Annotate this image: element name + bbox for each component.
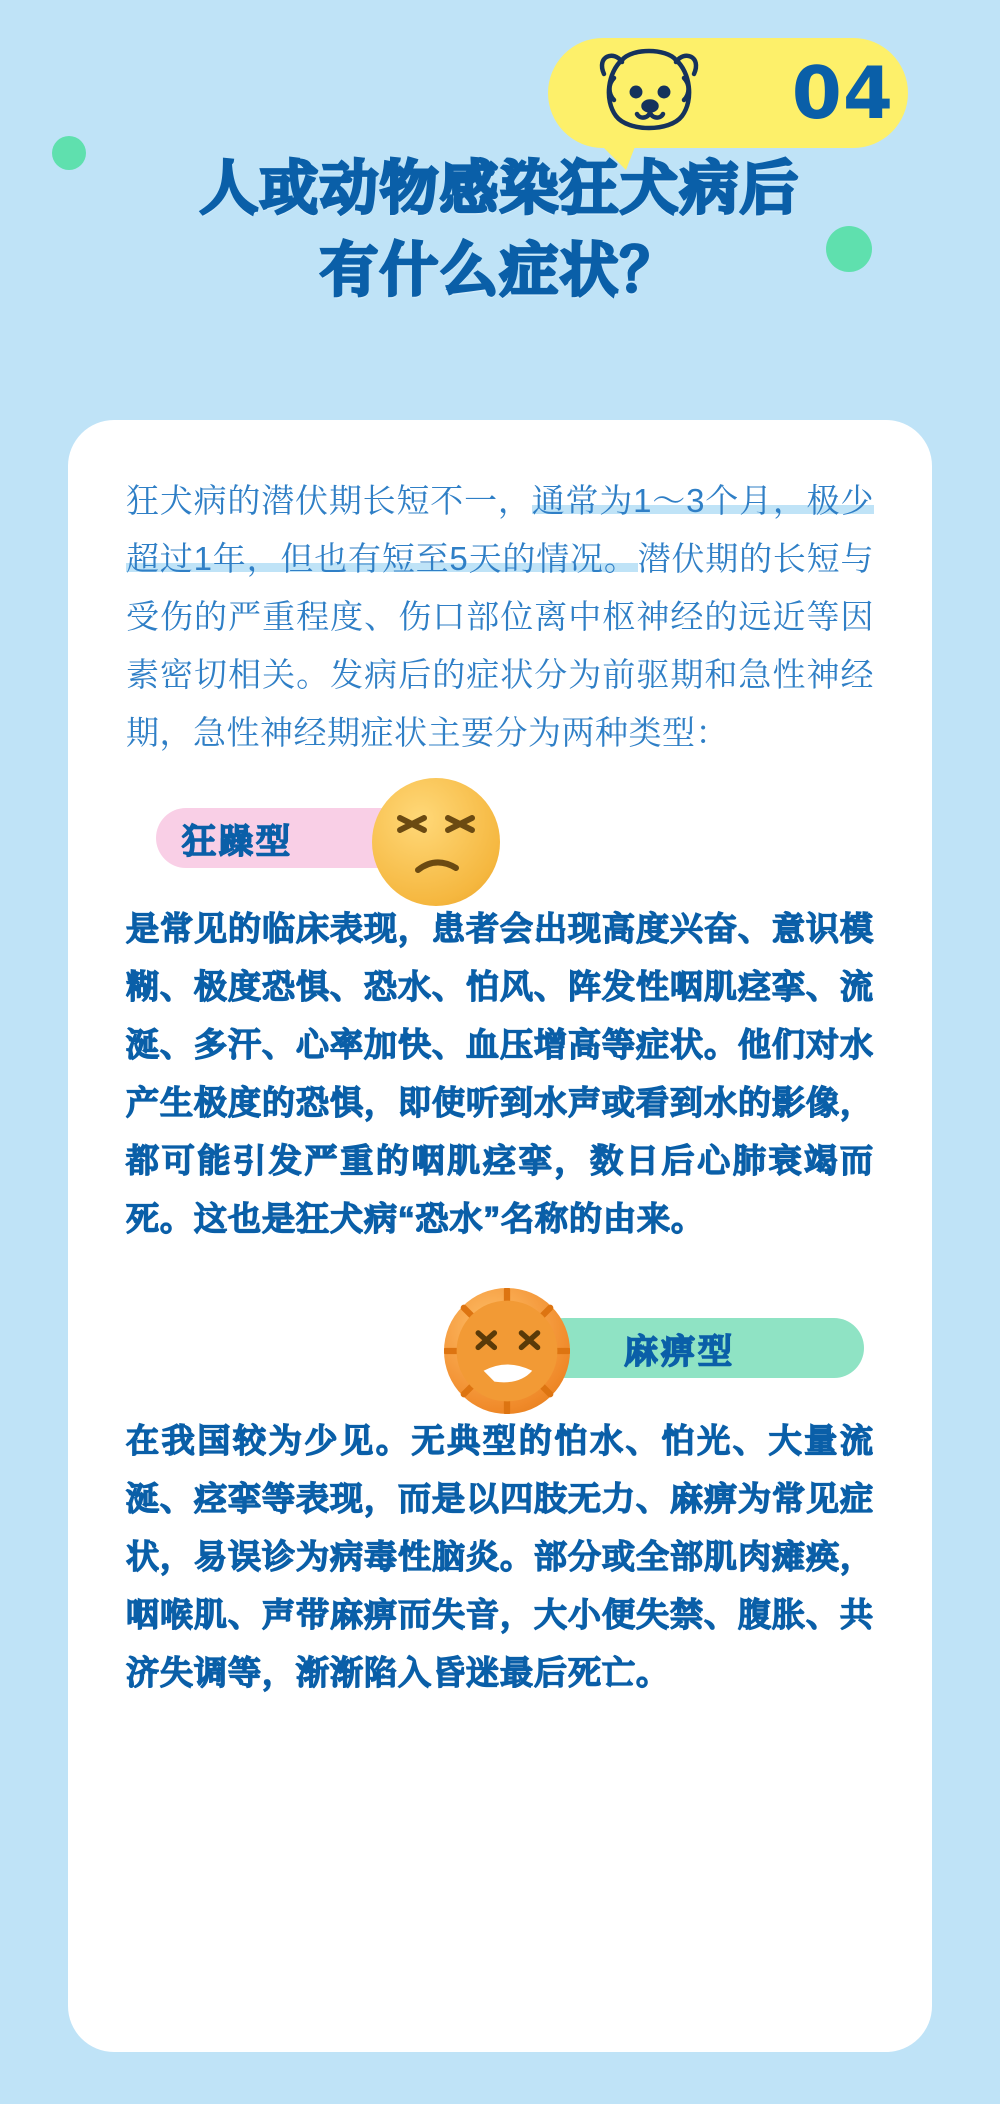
content-card — [68, 420, 932, 2052]
type2-label-pill — [534, 1318, 864, 1378]
dog-face-icon — [574, 44, 724, 140]
intro-paragraph — [126, 472, 874, 762]
type1-paragraph: 是常见的临床表现，患者会出现高度兴奋、意识模糊、极度恐惧、恐水、怕风、阵发性咽肌痉挛、流涎、多汗、心率加快、血压增高等症状。他们对水产生极度的恐惧，即使听到水声或看到水的影像，都可能引发严重的咽肌痉挛，数日后心肺衰竭而死。这也是狂犬病“恐水”名称的由来。 — [126, 910, 874, 1237]
angry-face-emoji — [372, 778, 500, 906]
type2-label-row — [126, 1282, 874, 1412]
dizzy-face-emoji — [444, 1288, 570, 1414]
page-title-line-2: 有什么症状？ — [319, 238, 680, 303]
section-badge — [548, 38, 908, 166]
page-title — [0, 148, 1000, 312]
type1-label-row — [126, 770, 874, 900]
type2-paragraph: 在我国较为少见。无典型的怕水、怕光、大量流涎、痉挛等表现，而是以四肢无力、麻痹为常见症状，易误诊为病毒性脑炎。部分或全部肌肉瘫痪，咽喉肌、声带麻痹而失音，大小便失禁、腹胀、共济失调等，渐渐陷入昏迷最后死亡。 — [126, 1422, 874, 1691]
intro-text-highlight: 通常为1～3个月，极少超过1年，但也有短至5天的情况。 — [126, 482, 874, 577]
type1-label-text: 狂躁型 — [182, 822, 293, 861]
intro-text-before: 狂犬病的潜伏期长短不一， — [126, 482, 532, 519]
header — [0, 0, 1000, 420]
type2-label-text: 麻痹型 — [624, 1332, 735, 1371]
page-title-line-1: 人或动物感染狂犬病后 — [199, 156, 800, 221]
intro-text-after: 潜伏期的长短与受伤的严重程度、伤口部位离中枢神经的远近等因素密切相关。发病后的症状分为前驱期和急性神经期，急性神经期症状主要分为两种类型： — [126, 540, 874, 751]
badge-number: 04 — [791, 51, 894, 135]
